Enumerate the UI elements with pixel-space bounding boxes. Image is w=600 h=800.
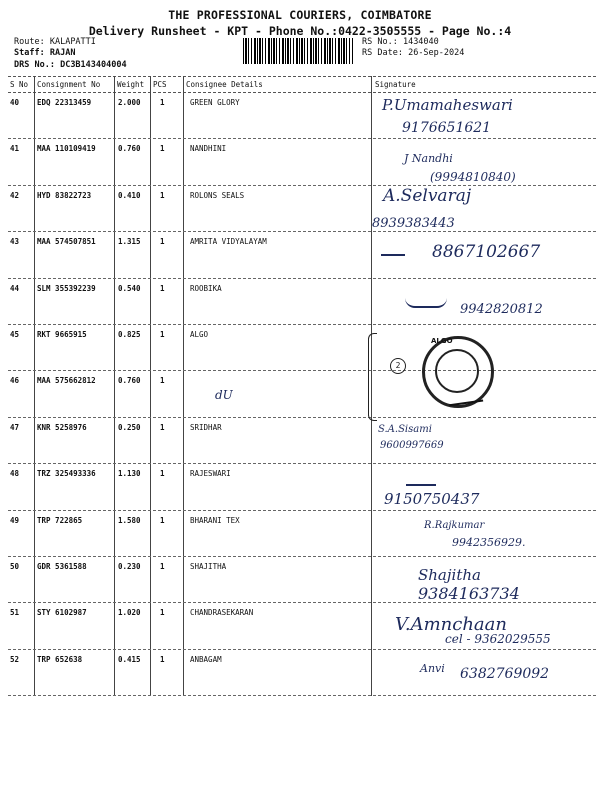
signature-43-scribble bbox=[381, 236, 405, 256]
row-pcs: 1 bbox=[160, 190, 165, 200]
row-sno: 48 bbox=[10, 469, 20, 479]
row-consignee: SRIDHAR bbox=[190, 422, 222, 432]
signature-43-phone: 8867102667 bbox=[432, 242, 541, 262]
signature-41-name: J Nandhi bbox=[404, 152, 453, 165]
row-pcs: 1 bbox=[160, 144, 165, 154]
rs-no-label: RS No.: bbox=[362, 37, 398, 47]
row-weight: 0.415 bbox=[118, 654, 141, 664]
col-header-weight: Weight bbox=[117, 80, 145, 89]
row-sno: 47 bbox=[10, 422, 20, 432]
row-consignment-no: MAA 574507851 bbox=[37, 237, 96, 247]
row-sno: 46 bbox=[10, 376, 20, 386]
row-sno: 49 bbox=[10, 515, 20, 525]
signature-52-name: Anvi bbox=[420, 662, 445, 675]
signature-40-phone: 9176651621 bbox=[402, 120, 492, 136]
row-consignee: NANDHINI bbox=[190, 144, 227, 154]
row-consignee: GREEN GLORY bbox=[190, 98, 240, 107]
row-weight: 0.540 bbox=[118, 283, 141, 293]
company-title: THE PROFESSIONAL COURIERS, COIMBATORE bbox=[168, 8, 432, 22]
row-consignee: RAJESWARI bbox=[190, 469, 231, 479]
row-consignment-no: EDQ 22313459 bbox=[37, 98, 92, 107]
signature-42-name: A.Selvaraj bbox=[383, 186, 472, 206]
row-consignment-no: STY 6102987 bbox=[37, 608, 87, 618]
signature-52-phone: 6382769092 bbox=[460, 666, 550, 682]
row-consignment-no: RKT 9665915 bbox=[37, 330, 87, 339]
rs-date-value: 26-Sep-2024 bbox=[408, 48, 465, 58]
row-weight: 1.580 bbox=[118, 515, 141, 525]
row-consignee: SHAJITHA bbox=[190, 562, 227, 571]
drs-value: DC3B143404004 bbox=[60, 60, 127, 70]
signature-44-scribble bbox=[405, 292, 447, 308]
rs-date-label: RS Date: bbox=[362, 48, 403, 58]
row-consignment-no: GDR 5361588 bbox=[37, 562, 87, 571]
signature-40-name: P.Umamaheswari bbox=[382, 96, 513, 114]
table-top-rule bbox=[8, 76, 596, 77]
row-consignee: CHANDRASEKARAN bbox=[190, 608, 254, 618]
row-consignment-no: TRZ 325493336 bbox=[37, 469, 96, 479]
barcode bbox=[243, 38, 353, 64]
row-sno: 44 bbox=[10, 283, 20, 293]
row-divider bbox=[8, 231, 596, 232]
row-weight: 0.825 bbox=[118, 330, 141, 339]
staff-label: Staff: bbox=[14, 48, 45, 58]
col-header-pcs: PCS bbox=[153, 80, 167, 89]
row-consignment-no: KNR 5258976 bbox=[37, 422, 87, 432]
signature-49-phone: 9942356929. bbox=[452, 536, 526, 549]
drs-line bbox=[14, 60, 127, 70]
row-weight: 1.315 bbox=[118, 237, 141, 247]
row-divider bbox=[8, 649, 596, 650]
row-pcs: 1 bbox=[160, 654, 165, 664]
row-divider bbox=[8, 185, 596, 186]
row-divider bbox=[8, 138, 596, 139]
row-weight: 0.410 bbox=[118, 190, 141, 200]
runsheet-subtitle: Delivery Runsheet - KPT - Phone No.:0422-3505555 - Page No.:4 bbox=[88, 24, 512, 38]
row-sno: 45 bbox=[10, 330, 20, 339]
row-consignee: ROLONS SEALS bbox=[190, 190, 245, 200]
signature-48-phone: 9150750437 bbox=[384, 490, 480, 508]
row-sno: 50 bbox=[10, 562, 20, 571]
signature-48-scribble bbox=[406, 470, 436, 486]
route-label: Route: bbox=[14, 37, 45, 47]
drs-label: DRS No.: bbox=[14, 60, 55, 70]
handwritten-46: dU bbox=[215, 388, 233, 402]
row-weight: 0.760 bbox=[118, 376, 141, 386]
row-consignee: ALGO bbox=[190, 330, 209, 339]
col-header-sno: S No bbox=[10, 80, 29, 89]
row-weight: 1.130 bbox=[118, 469, 141, 479]
row-divider bbox=[8, 417, 596, 418]
row-consignee: ROOBIKA bbox=[190, 283, 222, 293]
row-divider bbox=[8, 695, 596, 696]
row-pcs: 1 bbox=[160, 515, 165, 525]
row-divider bbox=[8, 556, 596, 557]
row-sno: 43 bbox=[10, 237, 20, 247]
signature-49-name: R.Rajkumar bbox=[424, 520, 485, 531]
staff-value: RAJAN bbox=[49, 48, 76, 58]
row-consignee: ANBAGAM bbox=[190, 654, 222, 664]
stamp-text: ALGO bbox=[431, 337, 453, 345]
rs-date-line bbox=[362, 48, 464, 58]
row-consignment-no: MAA 575662812 bbox=[37, 376, 96, 386]
signature-42-phone: 8939383443 bbox=[372, 216, 455, 231]
signature-51-name: V.Amnchaan bbox=[395, 614, 507, 635]
row-pcs: 1 bbox=[160, 98, 165, 107]
row-divider bbox=[8, 324, 596, 325]
route-line bbox=[14, 37, 96, 47]
signature-45-46-scribble bbox=[447, 382, 483, 407]
signature-44-phone: 9942820812 bbox=[460, 302, 543, 317]
row-consignment-no: HYD 83822723 bbox=[37, 190, 92, 200]
row-weight: 2.000 bbox=[118, 98, 141, 107]
signature-50-phone: 9384163734 bbox=[418, 584, 520, 603]
route-value: KALAPATTI bbox=[49, 37, 96, 47]
row-consignee: BHARANI TEX bbox=[190, 515, 240, 525]
signature-47-name: S.A.Sisami bbox=[378, 424, 432, 435]
row-consignment-no: TRP 652638 bbox=[37, 654, 83, 664]
signature-41-phone: (9994810840) bbox=[430, 170, 516, 184]
row-sno: 51 bbox=[10, 608, 20, 618]
col-header-signature: Signature bbox=[375, 80, 416, 89]
row-consignment-no: TRP 722865 bbox=[37, 515, 83, 525]
row-weight: 0.760 bbox=[118, 144, 141, 154]
rs-no-line bbox=[362, 37, 439, 47]
row-pcs: 1 bbox=[160, 562, 165, 571]
row-consignee: AMRITA VIDYALAYAM bbox=[190, 237, 267, 247]
row-sno: 52 bbox=[10, 654, 20, 664]
row-pcs: 1 bbox=[160, 283, 165, 293]
rs-no-value: 1434040 bbox=[402, 37, 439, 47]
row-consignment-no: MAA 110109419 bbox=[37, 144, 96, 154]
row-sno: 40 bbox=[10, 98, 20, 107]
row-sno: 42 bbox=[10, 190, 20, 200]
col-header-consignment: Consignment No bbox=[37, 80, 101, 89]
row-divider bbox=[8, 463, 596, 464]
staff-line bbox=[14, 48, 75, 58]
bracket-mark bbox=[368, 333, 377, 421]
row-weight: 0.230 bbox=[118, 562, 141, 571]
signature-50-name: Shajitha bbox=[418, 566, 481, 584]
circled-number: 2 bbox=[390, 358, 406, 374]
row-pcs: 1 bbox=[160, 376, 165, 386]
row-divider bbox=[8, 370, 596, 371]
row-weight: 1.020 bbox=[118, 608, 141, 618]
row-divider bbox=[8, 278, 596, 279]
signature-47-phone: 9600997669 bbox=[380, 440, 444, 451]
row-sno: 41 bbox=[10, 144, 20, 154]
row-divider bbox=[8, 510, 596, 511]
signature-51-phone: cel - 9362029555 bbox=[445, 632, 551, 646]
row-pcs: 1 bbox=[160, 469, 165, 479]
col-header-consignee: Consignee Details bbox=[186, 80, 263, 89]
row-pcs: 1 bbox=[160, 608, 165, 618]
row-pcs: 1 bbox=[160, 422, 165, 432]
row-consignment-no: SLM 355392239 bbox=[37, 283, 96, 293]
row-weight: 0.250 bbox=[118, 422, 141, 432]
row-pcs: 1 bbox=[160, 330, 165, 339]
row-pcs: 1 bbox=[160, 237, 165, 247]
table-header-rule bbox=[8, 92, 596, 93]
